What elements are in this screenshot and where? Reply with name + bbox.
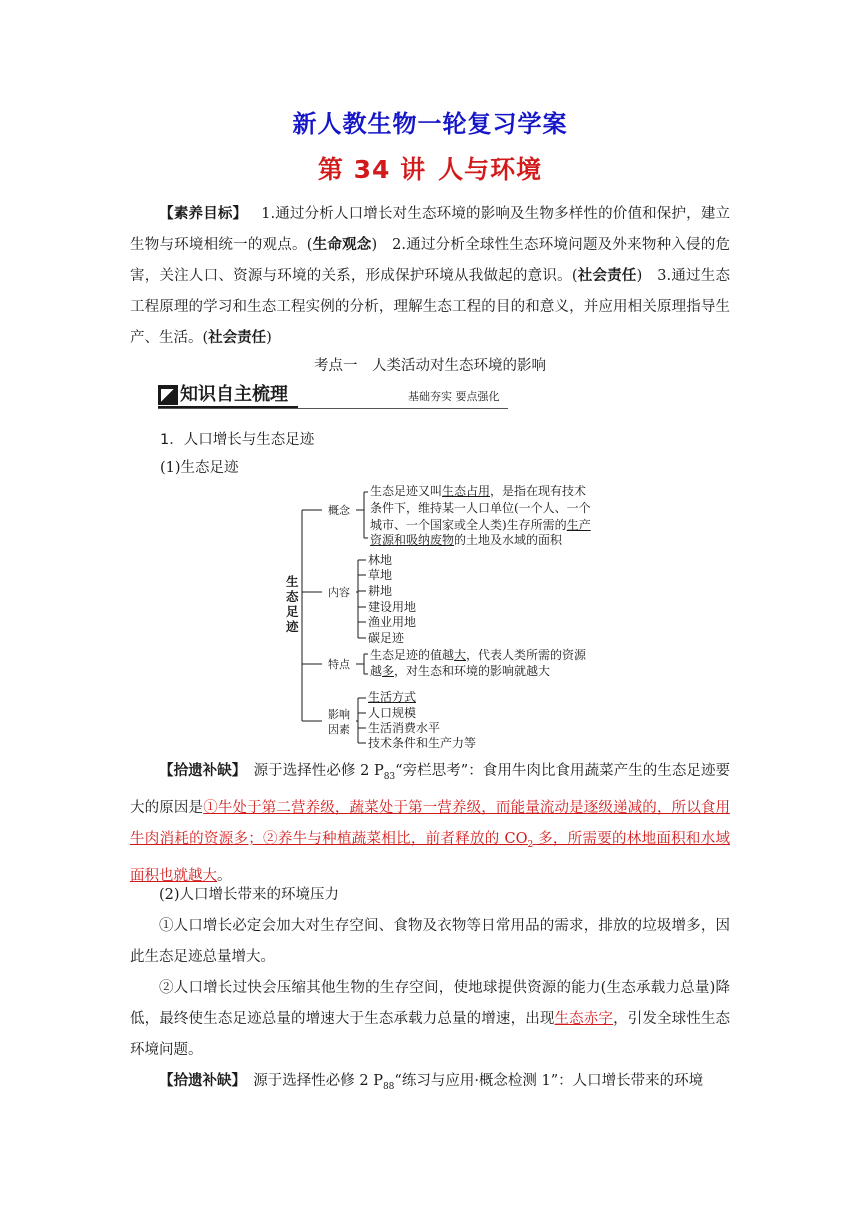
literacy-goals [130,199,730,354]
concept-text: ，是指在现有技术 [490,484,587,498]
lecture-topic: 人与环境 [438,155,543,184]
factor-item: 技术条件和生产力等 [368,736,477,750]
concept-line-1 [370,484,586,499]
source-text: 源于选择性必修 2 P [239,763,384,779]
concept-keyword: 资源和吸纳废物 [370,533,455,547]
paragraph-2 [130,973,730,1066]
heading-ecological-footprint: (1)生态足迹 [160,460,239,476]
content-item: 草地 [368,568,393,582]
factor-item: 生活消费水平 [368,721,441,735]
root-char-4: 迹 [286,619,299,634]
factor-item: 人口规模 [368,706,417,720]
lecture-number: 第 34 讲 [317,155,427,184]
heading-population-growth: 1．人口增长与生态足迹 [160,432,315,448]
answer-text: ①牛处于第二营养级，蔬菜处于第一营养级，而能量流动是逐级递减的，所以食用牛肉消耗的资源多；②养牛与种植蔬菜相比，前者释放的 CO [130,799,730,847]
ecological-deficit-term: 生态赤字 [554,1011,614,1027]
paragraph-2-text: ，引发全球性生态环境问题。 [130,1011,731,1058]
knowledge-banner [158,383,508,409]
concept-line-3 [370,518,591,533]
content-item: 建设用地 [368,600,417,614]
banner-underline [158,408,508,409]
lecture-title [0,150,860,186]
feature-line-2 [370,664,550,679]
concept-text: 城市、一个国家或全人类)生存所需的 [370,518,567,532]
concept-line-4 [370,533,562,548]
factor-item: 生活方式 [368,690,417,704]
feature-text: 越 [370,664,383,678]
branch-factor-label-1: 影响 [328,708,350,721]
goals-tag-life-concept: 生命观念 [312,237,372,253]
concept-keyword: 生态占用 [442,484,491,498]
goals-text-2: ) 2.通过分析全球性生态环境问题及外来物种入侵的危害，关注人口、资源与环境的关系，形成保护环境从我做起的意识。( [130,237,730,284]
source-text: 源于选择性必修 2 P [238,1073,383,1089]
source-text: “旁栏思考”：食用牛肉比食用蔬菜产生的生态足迹要大的原因是 [130,763,730,816]
concept-text: 生态足迹又叫 [370,484,443,498]
heading-environmental-pressure: (2)人口增长带来的环境压力 [159,887,340,903]
content-item: 碳足迹 [368,631,405,645]
banner-label: 知识自主梳理 [180,384,288,405]
goals-text-1: 1.通过分析人口增长对生态环境的影响及生物多样性的价值和保护，建立生物与环境相统一的观点。( [130,206,730,253]
feature-text: 生态足迹的值越 [370,648,455,662]
goals-text-3: ) 3.通过生态工程原理的学习和生态工程实例的分析，理解生态工程的目的和意义，并应用相关原理指导生产、生活。( [130,268,730,346]
content-item: 渔业用地 [368,615,417,629]
concept-keyword: 生产 [566,518,591,532]
source-text: “练习与应用·概念检测 1”：人口增长带来的环境 [394,1073,704,1089]
branch-concept-label: 概念 [328,504,350,517]
goals-text-4: ) [266,330,272,346]
root-char-1: 生 [286,574,299,589]
feature-keyword: 多 [382,664,395,678]
goals-tag: 【素养目标】 [159,206,248,222]
supplement-end: 。 [217,867,232,884]
supplement-2 [130,1066,730,1103]
feature-keyword: 大 [454,648,467,662]
goals-tag-social-2: 社会责任 [208,330,267,346]
feature-text: ，对生态和环境的影响就越大 [394,664,551,678]
supplement-tag: 【拾遗补缺】 [159,763,240,779]
source-page: 83 [383,771,396,782]
branch-feature-label: 特点 [328,658,350,671]
paragraph-1: ①人口增长必定会加大对生存空间、食物及衣物等日常用品的需求，排放的垃圾增多，因此生态足迹总量增大。 [130,918,730,965]
paragraph-2-text: ②人口增长过快会压缩其他生物的生存空间，使地球提供资源的能力(生态承载力总量)降低，最终使生态足迹总量的增速大于生态承载力总量的增速，出现 [130,980,730,1027]
supplement-1 [130,756,730,892]
answer-subscript: 2 [527,839,534,850]
feature-text: ，代表人类所需的资源 [466,648,587,662]
root-char-3: 足 [286,604,299,619]
goals-tag-social-1: 社会责任 [577,268,637,284]
diagram-root-label [286,574,300,634]
feature-line-1 [370,648,586,663]
document-title: 新人教生物一轮复习学案 [292,110,568,138]
concept-line-2: 条件下，维持某一人口单位(一个人、一个 [370,501,591,515]
source-page: 88 [382,1081,395,1092]
supplement-tag: 【拾遗补缺】 [159,1073,239,1089]
section-title: 考点一 人类活动对生态环境的影响 [314,358,546,374]
branch-content-label: 内容 [328,586,350,599]
root-char-2: 态 [286,589,299,604]
banner-subtitle: 基础夯实 要点强化 [408,390,500,403]
content-item: 耕地 [368,584,393,598]
branch-factor-label-2: 因素 [328,723,350,736]
answer-text: 多，所需要的林地面积和水域面积也就越大 [130,830,730,884]
concept-text: 的土地及水域的面积 [454,533,563,547]
banner-square-icon [158,385,178,405]
content-item: 林地 [368,553,393,567]
ecological-footprint-diagram [270,478,610,754]
